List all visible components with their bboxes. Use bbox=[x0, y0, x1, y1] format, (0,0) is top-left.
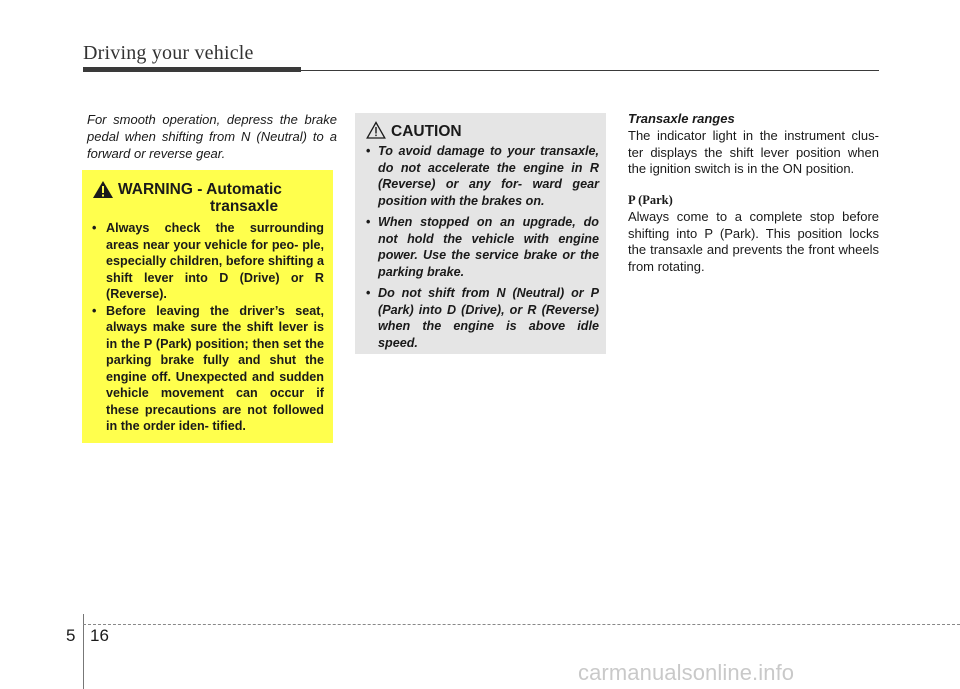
indicator-paragraph: The indicator light in the instrument clus- ter displays the shift lever position when the ignition switch is in the ON position. bbox=[628, 128, 879, 176]
chapter-number: 5 bbox=[66, 626, 76, 645]
caution-item: • When stopped on an upgrade, do not hold the vehicle with engine power. Use the service brake or the parking brake. bbox=[366, 214, 599, 280]
header-rule-thick bbox=[83, 67, 301, 72]
page-number: 16 bbox=[90, 626, 109, 645]
header-rule-thin bbox=[301, 70, 879, 71]
footer-horizontal-rule bbox=[83, 624, 960, 625]
caution-list bbox=[366, 143, 599, 356]
caution-item: • Do not shift from N (Neutral) or P (Park) into D (Drive), or R (Reverse) when the engine is above idle speed. bbox=[366, 285, 599, 351]
caution-heading: CAUTION bbox=[391, 123, 462, 140]
warning-label: WARNING bbox=[118, 181, 193, 198]
warning-title-line1: - Automatic bbox=[197, 181, 282, 198]
warning-item: • Always check the surrounding areas near your vehicle for peo- ple, especially children, before shifting a shift lever into D (Drive) or R (Reverse). bbox=[92, 220, 324, 303]
warning-item: • Before leaving the driver’s seat, always make sure the shift lever is in the P (Park) position; then set the parking brake fully and shut the engine off. Unexpected and sudden vehicle movement can occur if these precautions are not followed in the order iden- tified. bbox=[92, 303, 324, 435]
warning-icon bbox=[92, 180, 114, 199]
transaxle-ranges-heading: Transaxle ranges bbox=[628, 111, 735, 126]
section-title: Driving your vehicle bbox=[83, 42, 254, 64]
caution-icon bbox=[366, 121, 386, 139]
warning-heading bbox=[118, 181, 282, 215]
park-subheading: P (Park) bbox=[628, 193, 673, 207]
warning-title-line2: transaxle bbox=[210, 198, 279, 215]
watermark: carmanualsonline.info bbox=[578, 660, 795, 685]
footer-vertical-rule bbox=[83, 614, 84, 689]
caution-item: • To avoid damage to your transaxle, do not accelerate the engine in R (Reverse) or any for- ward gear position with the brakes on. bbox=[366, 143, 599, 209]
warning-list bbox=[92, 220, 324, 435]
park-paragraph: Always come to a complete stop before shifting into P (Park). This position locks the transaxle and prevents the front wheels from rotating. bbox=[628, 209, 879, 274]
intro-text: For smooth operation, depress the brake pedal when shifting from N (Neutral) to a forward or reverse gear. bbox=[87, 112, 337, 161]
